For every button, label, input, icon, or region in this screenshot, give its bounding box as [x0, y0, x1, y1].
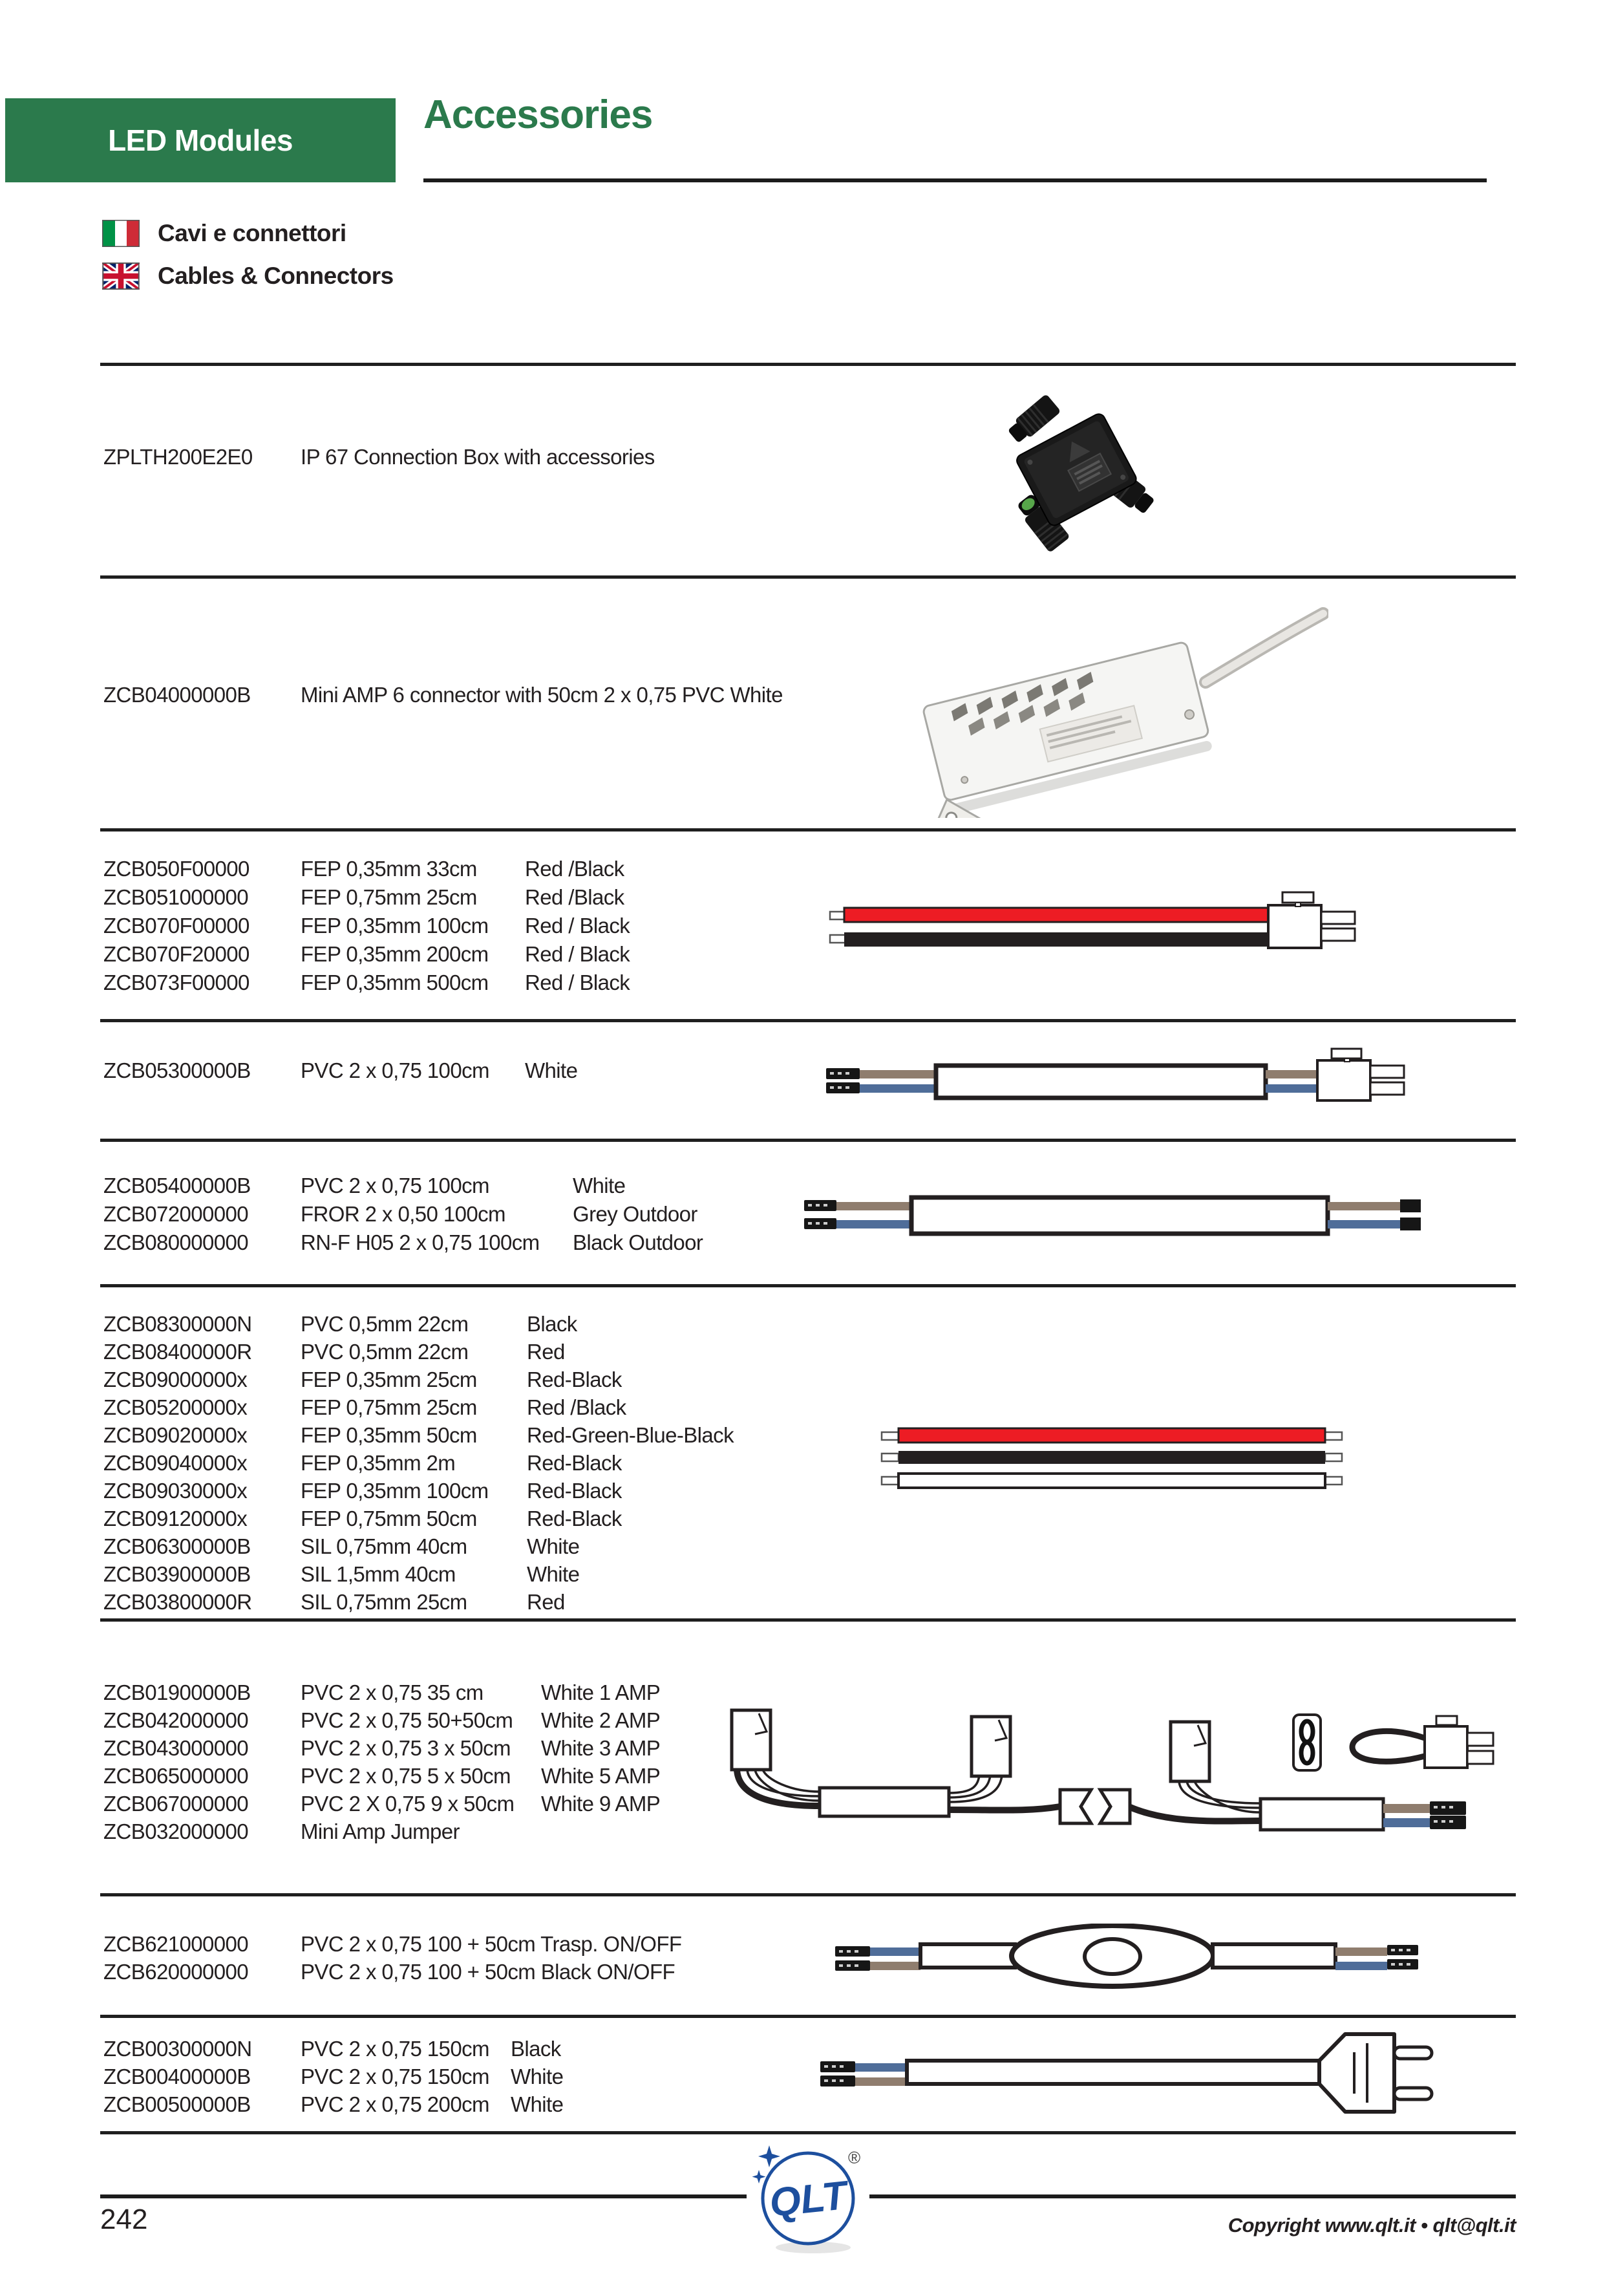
- part-description: PVC 2 x 0,75 100cm: [301, 1174, 489, 1197]
- part-number: ZCB09000000x: [103, 1367, 248, 1391]
- part-color: Red: [527, 1339, 565, 1364]
- part-description: PVC 2 x 0,75 50+50cm: [301, 1708, 513, 1732]
- part-number: ZCB03800000R: [103, 1589, 252, 1614]
- part-number: ZCB00500000B: [103, 2092, 251, 2116]
- part-description: FEP 0,35mm 25cm: [301, 1367, 477, 1391]
- part-number: ZCB042000000: [103, 1708, 248, 1732]
- footer-rule-left: [100, 2194, 747, 2198]
- uk-flag-icon: [102, 263, 140, 290]
- part-description: PVC 2 x 0,75 150cm: [301, 2036, 489, 2061]
- part-number: ZCB043000000: [103, 1735, 248, 1760]
- part-number: ZCB05300000B: [103, 1058, 251, 1082]
- part-color: Red-Black: [527, 1506, 622, 1530]
- part-description: FEP 0,75mm 25cm: [301, 1395, 477, 1419]
- part-color: Black: [527, 1311, 577, 1336]
- part-color: Red: [527, 1589, 565, 1614]
- part-description: FEP 0,35mm 50cm: [301, 1422, 477, 1447]
- section-banner: [5, 98, 396, 182]
- ip67-connection-box-photo: [999, 375, 1154, 569]
- separator: [100, 2131, 1516, 2134]
- separator: [100, 1019, 1516, 1022]
- part-description: FEP 0,35mm 200cm: [301, 942, 489, 966]
- part-number: ZCB06300000B: [103, 1534, 251, 1558]
- part-description: FEP 0,35mm 500cm: [301, 971, 489, 994]
- part-number: ZCB073F00000: [103, 971, 250, 994]
- part-color: Black Outdoor: [573, 1230, 703, 1254]
- separator: [100, 1893, 1516, 1896]
- footer-rule-right: [869, 2194, 1516, 2198]
- part-number: ZCB05200000x: [103, 1395, 248, 1419]
- part-description: PVC 2 x 0,75 150cm: [301, 2064, 489, 2088]
- part-number: ZCB09020000x: [103, 1422, 248, 1447]
- copyright-text: Copyright www.qlt.it • qlt@qlt.it: [1228, 2214, 1516, 2237]
- outdoor-cable-diagram: [795, 1191, 1429, 1243]
- part-color: Black: [511, 2036, 561, 2061]
- part-number: ZCB09120000x: [103, 1506, 248, 1530]
- part-color: Red-Black: [527, 1367, 622, 1391]
- part-color: White: [511, 2092, 564, 2116]
- part-description: SIL 0,75mm 25cm: [301, 1589, 467, 1614]
- subtitle-en: Cables & Connectors: [158, 263, 394, 289]
- part-number: ZCB072000000: [103, 1202, 248, 1226]
- part-number: ZCB09040000x: [103, 1450, 248, 1475]
- part-color: White 2 AMP: [541, 1708, 661, 1732]
- part-color: White: [527, 1534, 580, 1558]
- part-number: ZCB05400000B: [103, 1174, 251, 1197]
- part-number: ZCB620000000: [103, 1959, 248, 1984]
- part-color: Red / Black: [525, 942, 630, 966]
- amp-harness-diagram: [718, 1688, 1558, 1875]
- part-number: ZCB03900000B: [103, 1561, 251, 1586]
- registered-mark: ®: [848, 2148, 861, 2167]
- part-description: FEP 0,35mm 2m: [301, 1450, 456, 1475]
- part-description: Mini Amp Jumper: [301, 1819, 460, 1843]
- part-number: ZCB00400000B: [103, 2064, 251, 2088]
- part-description: PVC 2 x 0,75 200cm: [301, 2092, 489, 2116]
- part-number: ZCB051000000: [103, 885, 248, 909]
- part-color: White: [573, 1174, 626, 1197]
- part-description: PVC 0,5mm 22cm: [301, 1339, 469, 1364]
- page-number: 242: [100, 2204, 148, 2235]
- separator: [100, 1284, 1516, 1287]
- part-color: White 3 AMP: [541, 1735, 661, 1760]
- part-description: PVC 2 x 0,75 100 + 50cm Black ON/OFF: [301, 1959, 675, 1984]
- part-color: Red / Black: [525, 971, 630, 994]
- part-number: ZPLTH200E2E0: [103, 445, 253, 469]
- part-number: ZCB080000000: [103, 1230, 248, 1254]
- italy-flag-icon: [102, 220, 140, 247]
- subtitle-row-it: [102, 220, 346, 247]
- part-number: ZCB08300000N: [103, 1311, 252, 1336]
- part-description: FEP 0,35mm 100cm: [301, 1478, 489, 1503]
- part-description: PVC 2 x 0,75 100 + 50cm Trasp. ON/OFF: [301, 1931, 682, 1956]
- qlt-logo: [750, 2140, 866, 2263]
- part-number: ZCB065000000: [103, 1763, 248, 1788]
- part-description: PVC 2 X 0,75 9 x 50cm: [301, 1791, 515, 1816]
- section-label: LED Modules: [108, 123, 293, 157]
- part-description: FEP 0,35mm 33cm: [301, 857, 477, 881]
- part-description: Mini AMP 6 connector with 50cm 2 x 0,75 PVC White: [301, 683, 783, 707]
- part-number: ZCB00300000N: [103, 2036, 252, 2061]
- separator: [100, 363, 1516, 366]
- part-number: ZCB08400000R: [103, 1339, 252, 1364]
- part-color: White: [525, 1058, 578, 1082]
- part-color: Red-Black: [527, 1450, 622, 1475]
- pvc-cable-connector-diagram: [814, 1042, 1409, 1107]
- part-color: Red /Black: [525, 857, 624, 881]
- mains-plug-cable-diagram: [811, 2024, 1464, 2121]
- part-description: SIL 0,75mm 40cm: [301, 1534, 467, 1558]
- part-color: Red /Black: [525, 885, 624, 909]
- part-description: RN-F H05 2 x 0,75 100cm: [301, 1230, 540, 1254]
- qlt-logo-text: QLT: [767, 2173, 849, 2226]
- part-number: ZCB09030000x: [103, 1478, 248, 1503]
- part-description: FEP 0,75mm 25cm: [301, 885, 477, 909]
- part-description: PVC 2 x 0,75 35 cm: [301, 1680, 484, 1704]
- part-description: FEP 0,75mm 50cm: [301, 1506, 477, 1530]
- part-number: ZCB621000000: [103, 1931, 248, 1956]
- part-number: ZCB050F00000: [103, 857, 250, 881]
- part-color: White: [511, 2064, 564, 2088]
- part-color: Red /Black: [527, 1395, 626, 1419]
- separator: [100, 1139, 1516, 1142]
- part-description: FEP 0,35mm 100cm: [301, 914, 489, 938]
- part-description: SIL 1,5mm 40cm: [301, 1561, 456, 1586]
- part-description: PVC 2 x 0,75 100cm: [301, 1058, 489, 1082]
- part-color: White: [527, 1561, 580, 1586]
- part-color: Red-Black: [527, 1478, 622, 1503]
- subtitle-row-en: [102, 263, 394, 290]
- part-color: Red-Green-Blue-Black: [527, 1422, 734, 1447]
- mini-amp-connector-photo: [902, 605, 1328, 818]
- part-color: White 5 AMP: [541, 1763, 661, 1788]
- page-title: Accessories: [423, 92, 653, 137]
- part-number: ZCB067000000: [103, 1791, 248, 1816]
- separator: [100, 2015, 1516, 2018]
- single-wires-diagram: [873, 1419, 1351, 1497]
- part-color: Grey Outdoor: [573, 1202, 697, 1226]
- onoff-switch-cable-diagram: [827, 1924, 1429, 1995]
- part-color: Red / Black: [525, 914, 630, 938]
- subtitle-it: Cavi e connettori: [158, 220, 346, 246]
- part-number: ZCB070F20000: [103, 942, 250, 966]
- part-color: White 1 AMP: [541, 1680, 661, 1704]
- title-underline: [423, 178, 1487, 182]
- separator: [100, 1618, 1516, 1622]
- part-description: FROR 2 x 0,50 100cm: [301, 1202, 505, 1226]
- part-description: IP 67 Connection Box with accessories: [301, 445, 655, 469]
- part-number: ZCB032000000: [103, 1819, 248, 1843]
- part-number: ZCB070F00000: [103, 914, 250, 938]
- fep-cable-diagram: [821, 886, 1377, 963]
- separator: [100, 575, 1516, 579]
- separator: [100, 828, 1516, 831]
- part-description: PVC 2 x 0,75 5 x 50cm: [301, 1763, 511, 1788]
- part-color: White 9 AMP: [541, 1791, 661, 1816]
- part-description: PVC 0,5mm 22cm: [301, 1311, 469, 1336]
- part-description: PVC 2 x 0,75 3 x 50cm: [301, 1735, 511, 1760]
- part-number: ZCB04000000B: [103, 683, 251, 707]
- part-number: ZCB01900000B: [103, 1680, 251, 1704]
